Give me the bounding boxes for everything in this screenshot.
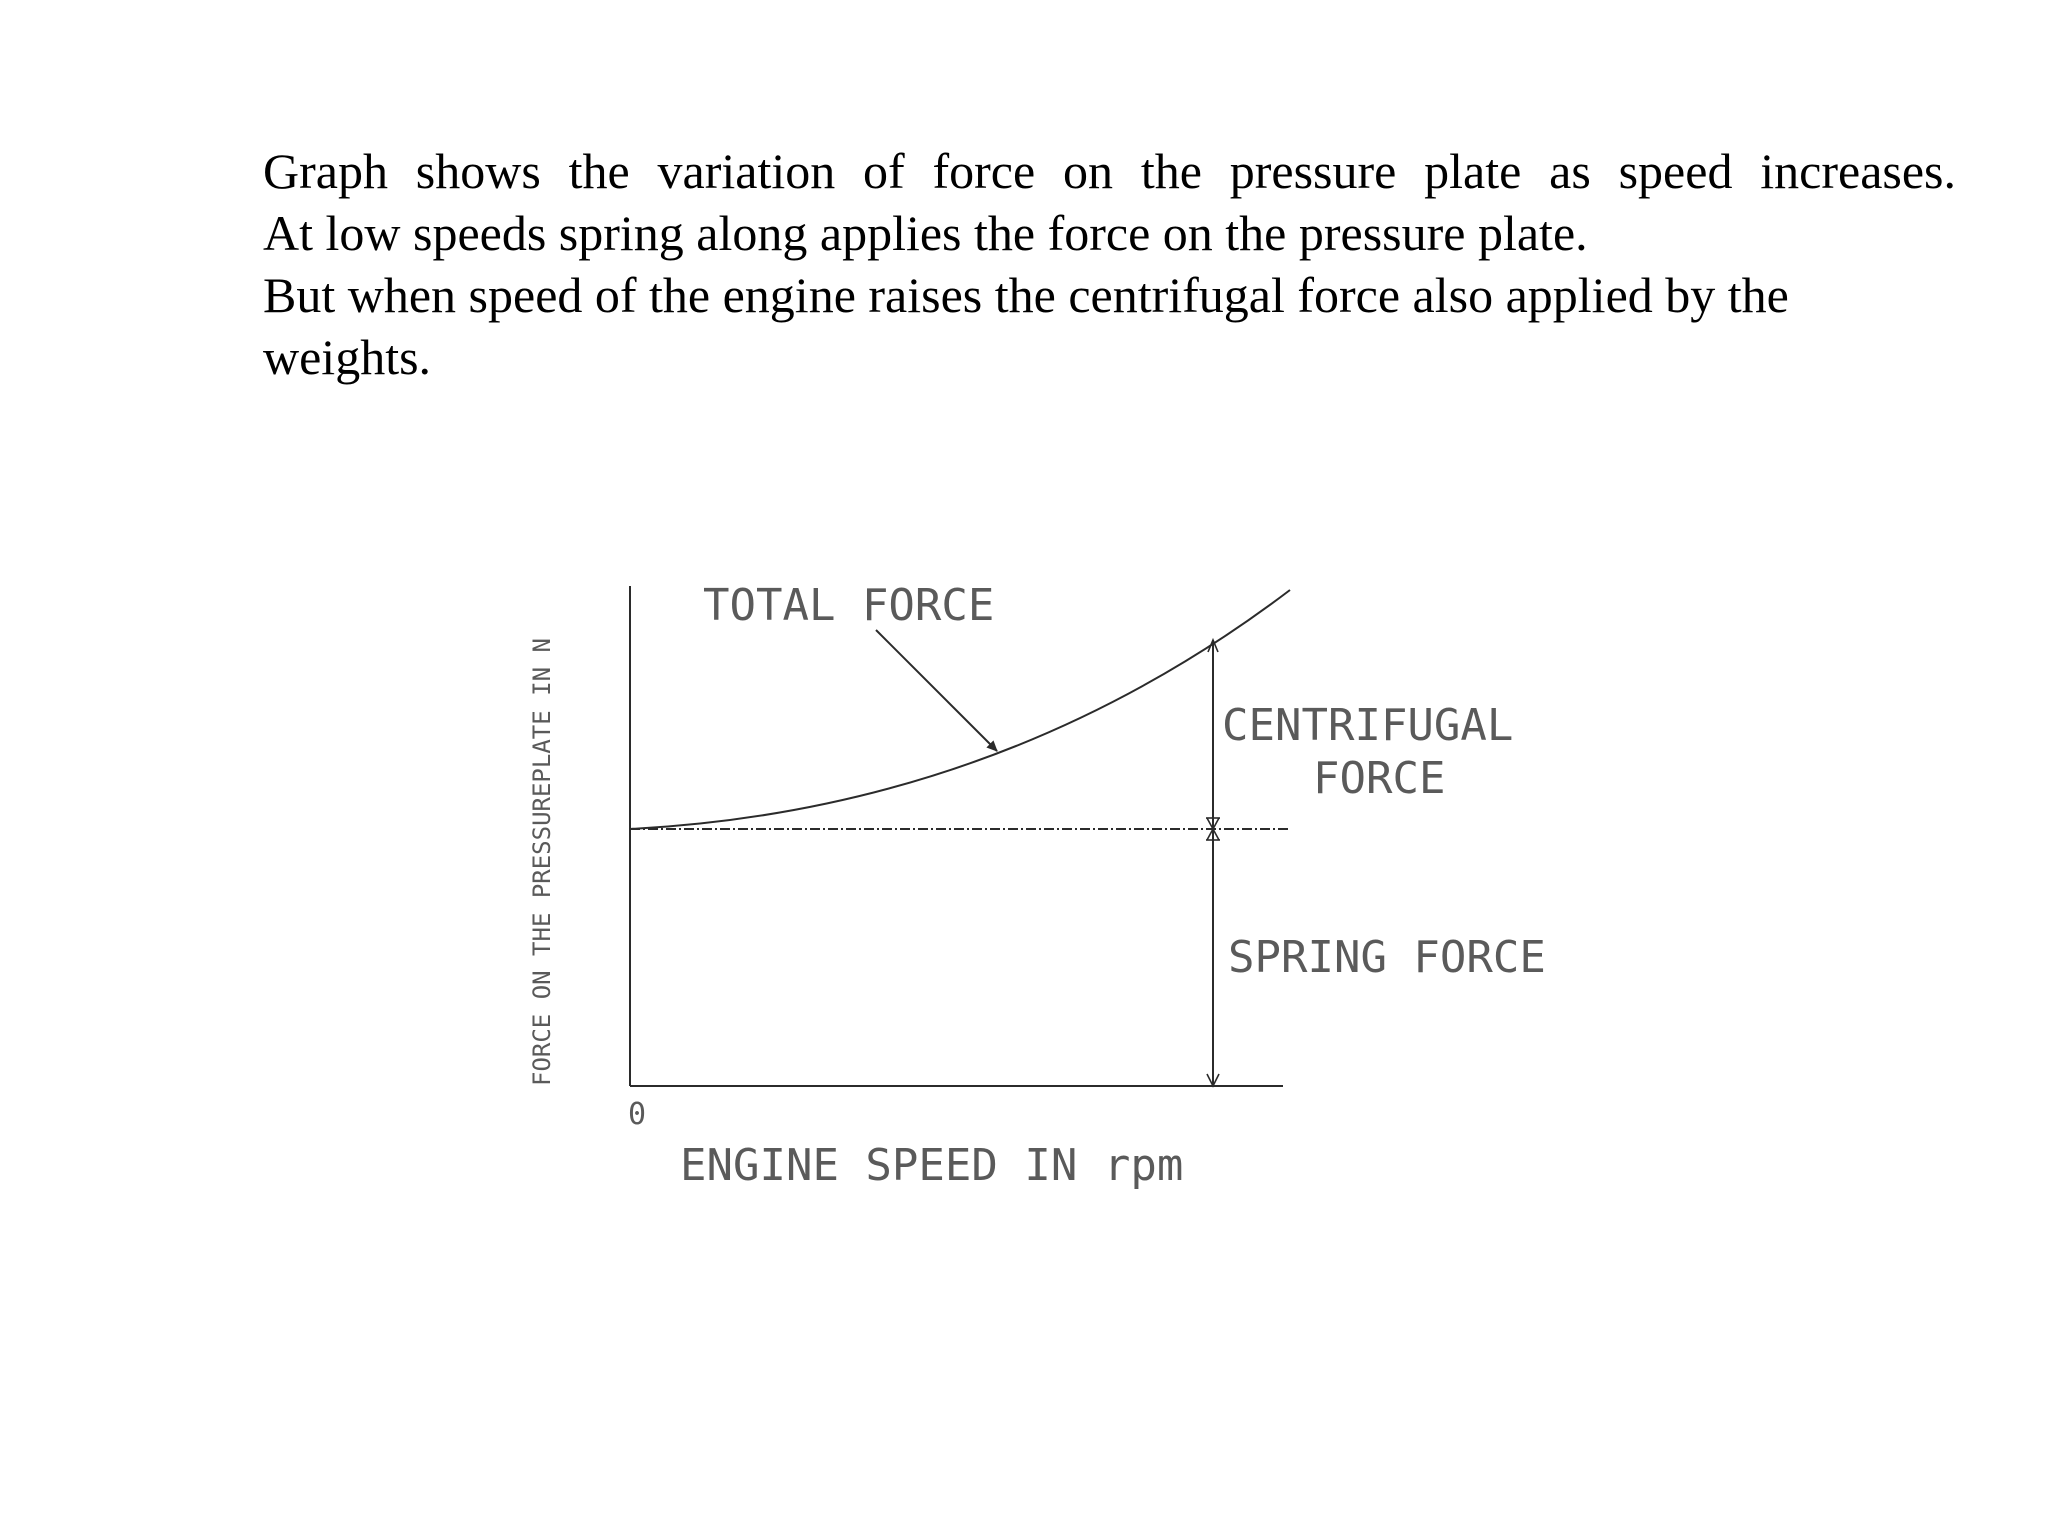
centrifugal-force-label-line2: FORCE [1313,753,1446,804]
origin-label: 0 [628,1097,647,1132]
total-force-leader-arrow [876,630,997,751]
total-force-label: TOTAL FORCE [703,580,995,631]
text-line-2: At low speeds spring along applies the force on the pressure plate. [263,205,1588,261]
x-axis-title: ENGINE SPEED IN rpm [680,1140,1184,1191]
text-line-4: weights. [263,329,432,385]
spring-force-label: SPRING FORCE [1228,932,1546,983]
text-line-3: But when speed of the engine raises the centrifugal force also applied by the [263,267,1789,323]
y-axis-title: FORCE ON THE PRESSUREPLATE IN N [528,638,556,1086]
text-line-1: Graph shows the variation of force on the pressure plate as speed increases. [263,143,1956,199]
centrifugal-force-label-line1: CENTRIFUGAL [1222,700,1514,751]
